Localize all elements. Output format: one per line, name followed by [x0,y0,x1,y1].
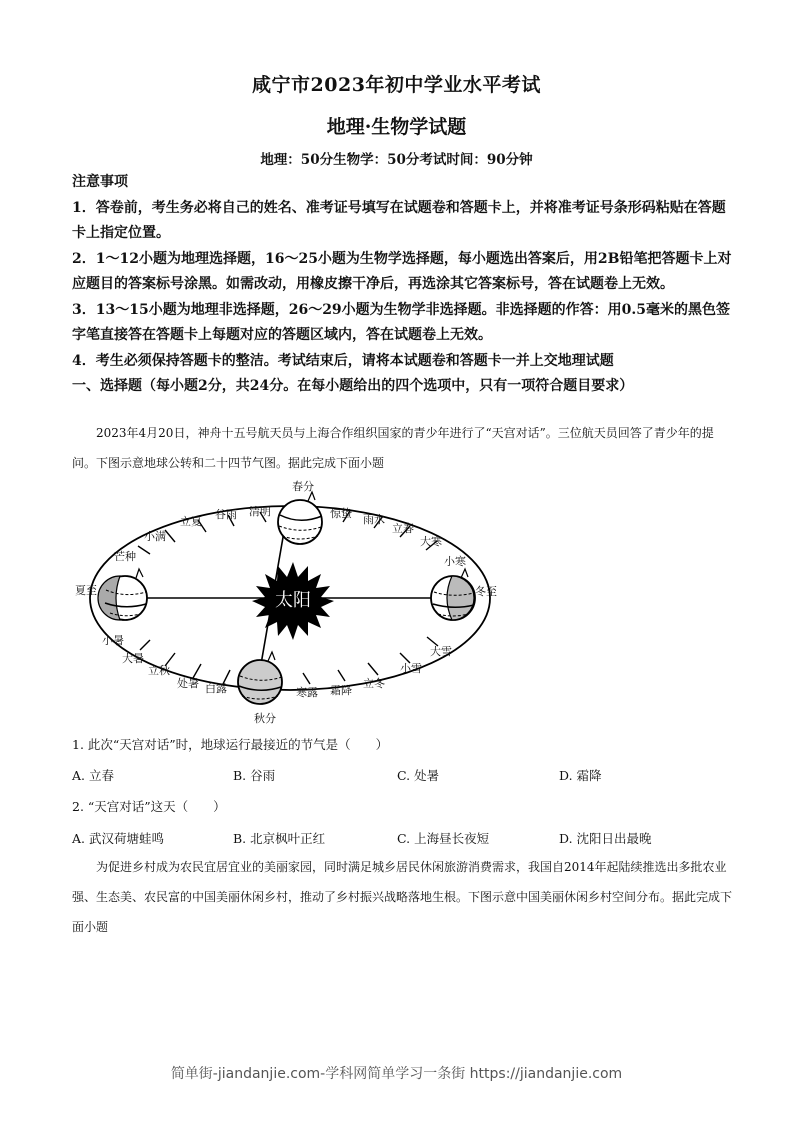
watermark-footer: 简单街-jiandanjie.com-学科网简单学习一条街 https://jiandanjie.com [170,1066,623,1082]
exam-title: 咸宁市2023年初中学业水平考试 [252,74,541,96]
question-1-stem: 1. 此次“天宫对话”时，地球运行最接近的节气是（ ） [72,737,389,752]
term-xiaoxue: 小雪 [400,662,422,675]
term-shuangjiang: 霜降 [330,684,352,697]
term-qiufen: 秋分 [254,712,276,725]
exam-scores: 地理：50分生物学：50分考试时间：90分钟 [260,152,533,168]
earth-orbit-diagram [60,470,520,730]
term-yushui: 雨水 [363,513,385,526]
earth-summer-solstice-icon [98,569,147,620]
option-c[interactable]: C. 上海昼长夜短 [397,831,490,846]
term-bailu: 白露 [205,682,227,695]
term-jingzhe: 惊蛰 [330,507,352,520]
question-2-options [72,829,732,847]
notice-item: 4．考生必须保持答题卡的整洁。考试结束后，请将本试题卷和答题卡一并上交地理试题 [72,352,614,369]
term-xiaoshu: 小暑 [102,634,124,647]
notice-heading: 注意事项 [72,174,128,190]
term-xiaoman: 小满 [144,530,166,543]
option-b[interactable]: B. 北京枫叶正红 [233,831,326,846]
passage-1 [72,418,732,478]
term-lidong: 立冬 [363,677,385,690]
term-dahan: 大寒 [420,535,442,548]
earth-autumn-equinox-icon [238,652,282,704]
passage-2-text: 为促进乡村成为农民宜居宜业的美丽家园，同时满足城乡居民休闲旅游消费需求，我国自2014年起陆续推选出多批农业强、生态美、农民富的中国美丽休闲乡村，推动了乡村振兴战略落地生根。下图示意中国美丽休闲乡村空间分布。据此完成下面小题 [72,860,733,934]
option-a[interactable]: A. 武汉荷塘蛙鸣 [72,831,164,846]
notice-block [72,170,732,400]
term-guyu: 谷雨 [215,508,237,521]
orbit-svg [60,470,520,730]
term-dongzhi: 冬至 [475,585,497,598]
term-chunfen: 春分 [292,480,314,493]
term-xiazhi: 夏至 [75,584,97,597]
term-chushu: 处暑 [177,677,199,690]
earth-spring-equinox-icon [278,492,322,544]
option-b[interactable]: B. 谷雨 [233,768,276,783]
term-qingming: 清明 [249,505,271,518]
question-1-options [72,766,732,784]
term-lixia: 立夏 [180,515,202,528]
term-mangzhong: 芒种 [114,550,136,563]
section-heading: 一、选择题（每小题2分，共24分。在每小题给出的四个选项中，只有一项符合题目要求） [72,378,634,394]
passage-2 [72,852,732,942]
option-d[interactable]: D. 霜降 [559,768,602,783]
notice-item: 1．答卷前，考生务必将自己的姓名、准考证号填写在试题卷和答题卡上，并将准考证号条形码粘贴在答题卡上指定位置。 [72,199,726,241]
option-a[interactable]: A. 立春 [72,768,114,783]
sun-label: 太阳 [275,590,311,611]
term-lichun: 立春 [392,522,414,535]
term-daxue: 大雪 [430,645,452,658]
exam-subtitle: 地理·生物学试题 [326,116,467,138]
term-hanlu: 寒露 [296,686,318,699]
earth-winter-solstice-icon [431,569,475,620]
option-c[interactable]: C. 处暑 [397,768,440,783]
term-dashu: 大暑 [122,652,144,665]
option-d[interactable]: D. 沈阳日出最晚 [559,831,652,846]
term-liqiu: 立秋 [148,664,170,677]
question-2-stem: 2. “天宫对话”这天（ ） [72,799,226,814]
passage-1-text: 2023年4月20日，神舟十五号航天员与上海合作组织国家的青少年进行了“天宫对话”。三位航天员回答了青少年的提问。下图示意地球公转和二十四节气图。据此完成下面小题 [72,426,714,470]
term-xiaohan: 小寒 [444,555,466,568]
notice-item: 3．13～15小题为地理非选择题，26～29小题为生物学非选择题。非选择题的作答：用0.5毫米的黑色签字笔直接答在答题卡上每题对应的答题区域内，答在试题卷上无效。 [72,301,731,343]
notice-item: 2．1～12小题为地理选择题，16～25小题为生物学选择题，每小题选出答案后，用2B铅笔把答题卡上对应题目的答案标号涂黑。如需改动，用橡皮擦干净后，再选涂其它答案标号，答在试题卷上无效。 [72,250,732,292]
